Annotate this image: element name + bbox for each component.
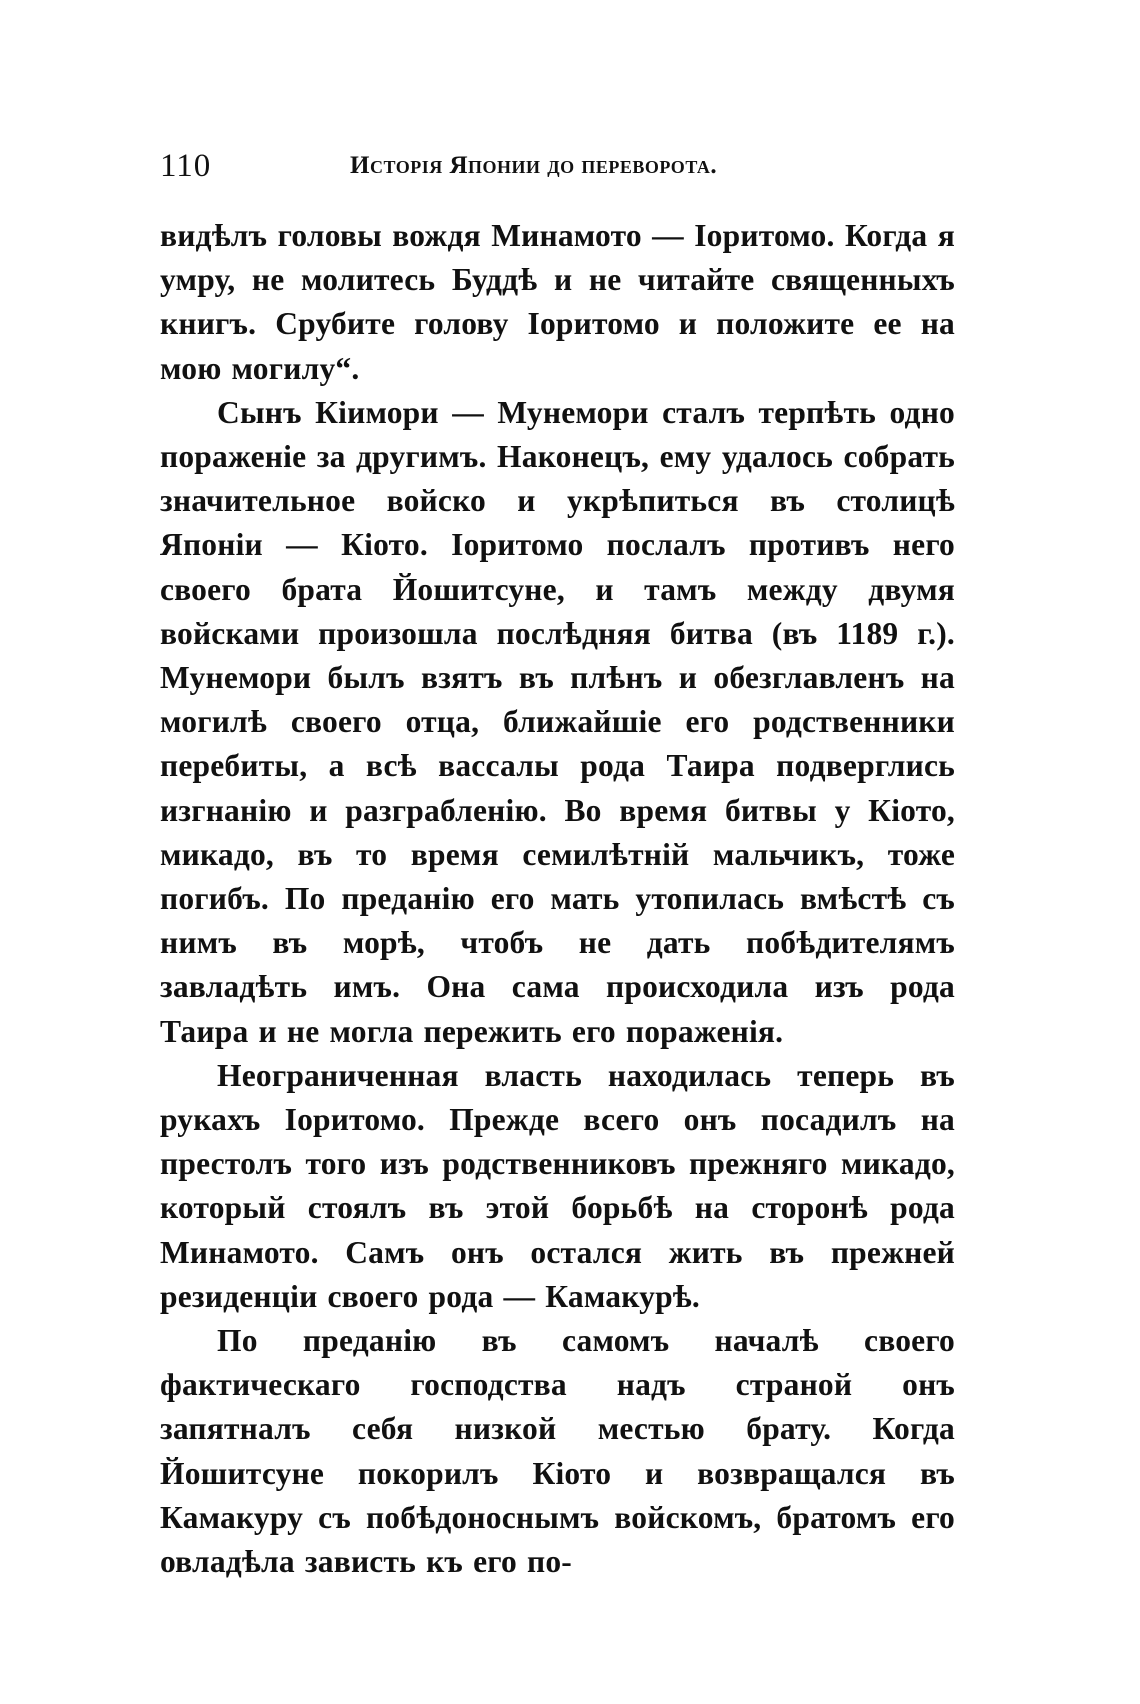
- paragraph-munemori-defeat: Сынъ Кiимори — Мунемори сталъ терпѣть одно пораженiе за другимъ. Наконецъ, ему удалось собрать значительное войско и укрѣпиться въ столицѣ Японiи — Кiото. Iоритомо послалъ противъ него своего брата Йошитсуне, и тамъ между двумя войсками произошла послѣдняя битва (въ 1189 г.). Мунемори былъ взятъ въ плѣнъ и обезглавленъ на могилѣ своего отца, ближайшiе его родственники перебиты, а всѣ вассалы рода Таира подверглись изгнанiю и разграбленiю. Во время битвы у Кiото, микадо, въ то время семилѣтнiй мальчикъ, тоже погибъ. По преданiю его мать утопилась вмѣстѣ съ нимъ въ морѣ, чтобъ не дать побѣдителямъ завладѣть имъ. Она сама происходила изъ рода Таира и не могла пережить его пораженiя.: [160, 394, 955, 1049]
- paragraph-yoritomo-power: Неограниченная власть находилась теперь въ рукахъ Iоритомо. Прежде всего онъ посадилъ на престолъ того изъ родственниковъ прежняго микадо, который стоялъ въ этой борьбѣ на сторонѣ рода Минамото. Самъ онъ остался жить въ прежней резиденцiи своего рода — Камакурѣ.: [160, 1057, 955, 1314]
- page-header: [160, 146, 955, 190]
- paragraph-revenge-on-brother: По преданiю въ самомъ началѣ своего фактическаго господства надъ страной онъ запятналъ себя низкой местью брату. Когда Йошитсуне покорилъ Кiото и возвращался въ Камакуру съ побѣдоноснымъ войскомъ, братомъ его овладѣла зависть къ его по-: [160, 1323, 955, 1580]
- paragraph-continuation: видѣлъ головы вождя Минамото — Iоритомо. Когда я умру, не молитесь Буддѣ и не читайте священныхъ книгъ. Срубите голову Iоритомо и положите ее на мою могилу“.: [160, 218, 955, 386]
- body-text: [160, 214, 955, 1584]
- book-page: [160, 0, 955, 1704]
- running-title: Исторiя Японии до переворота.: [350, 152, 718, 179]
- page-number: 110: [160, 148, 212, 184]
